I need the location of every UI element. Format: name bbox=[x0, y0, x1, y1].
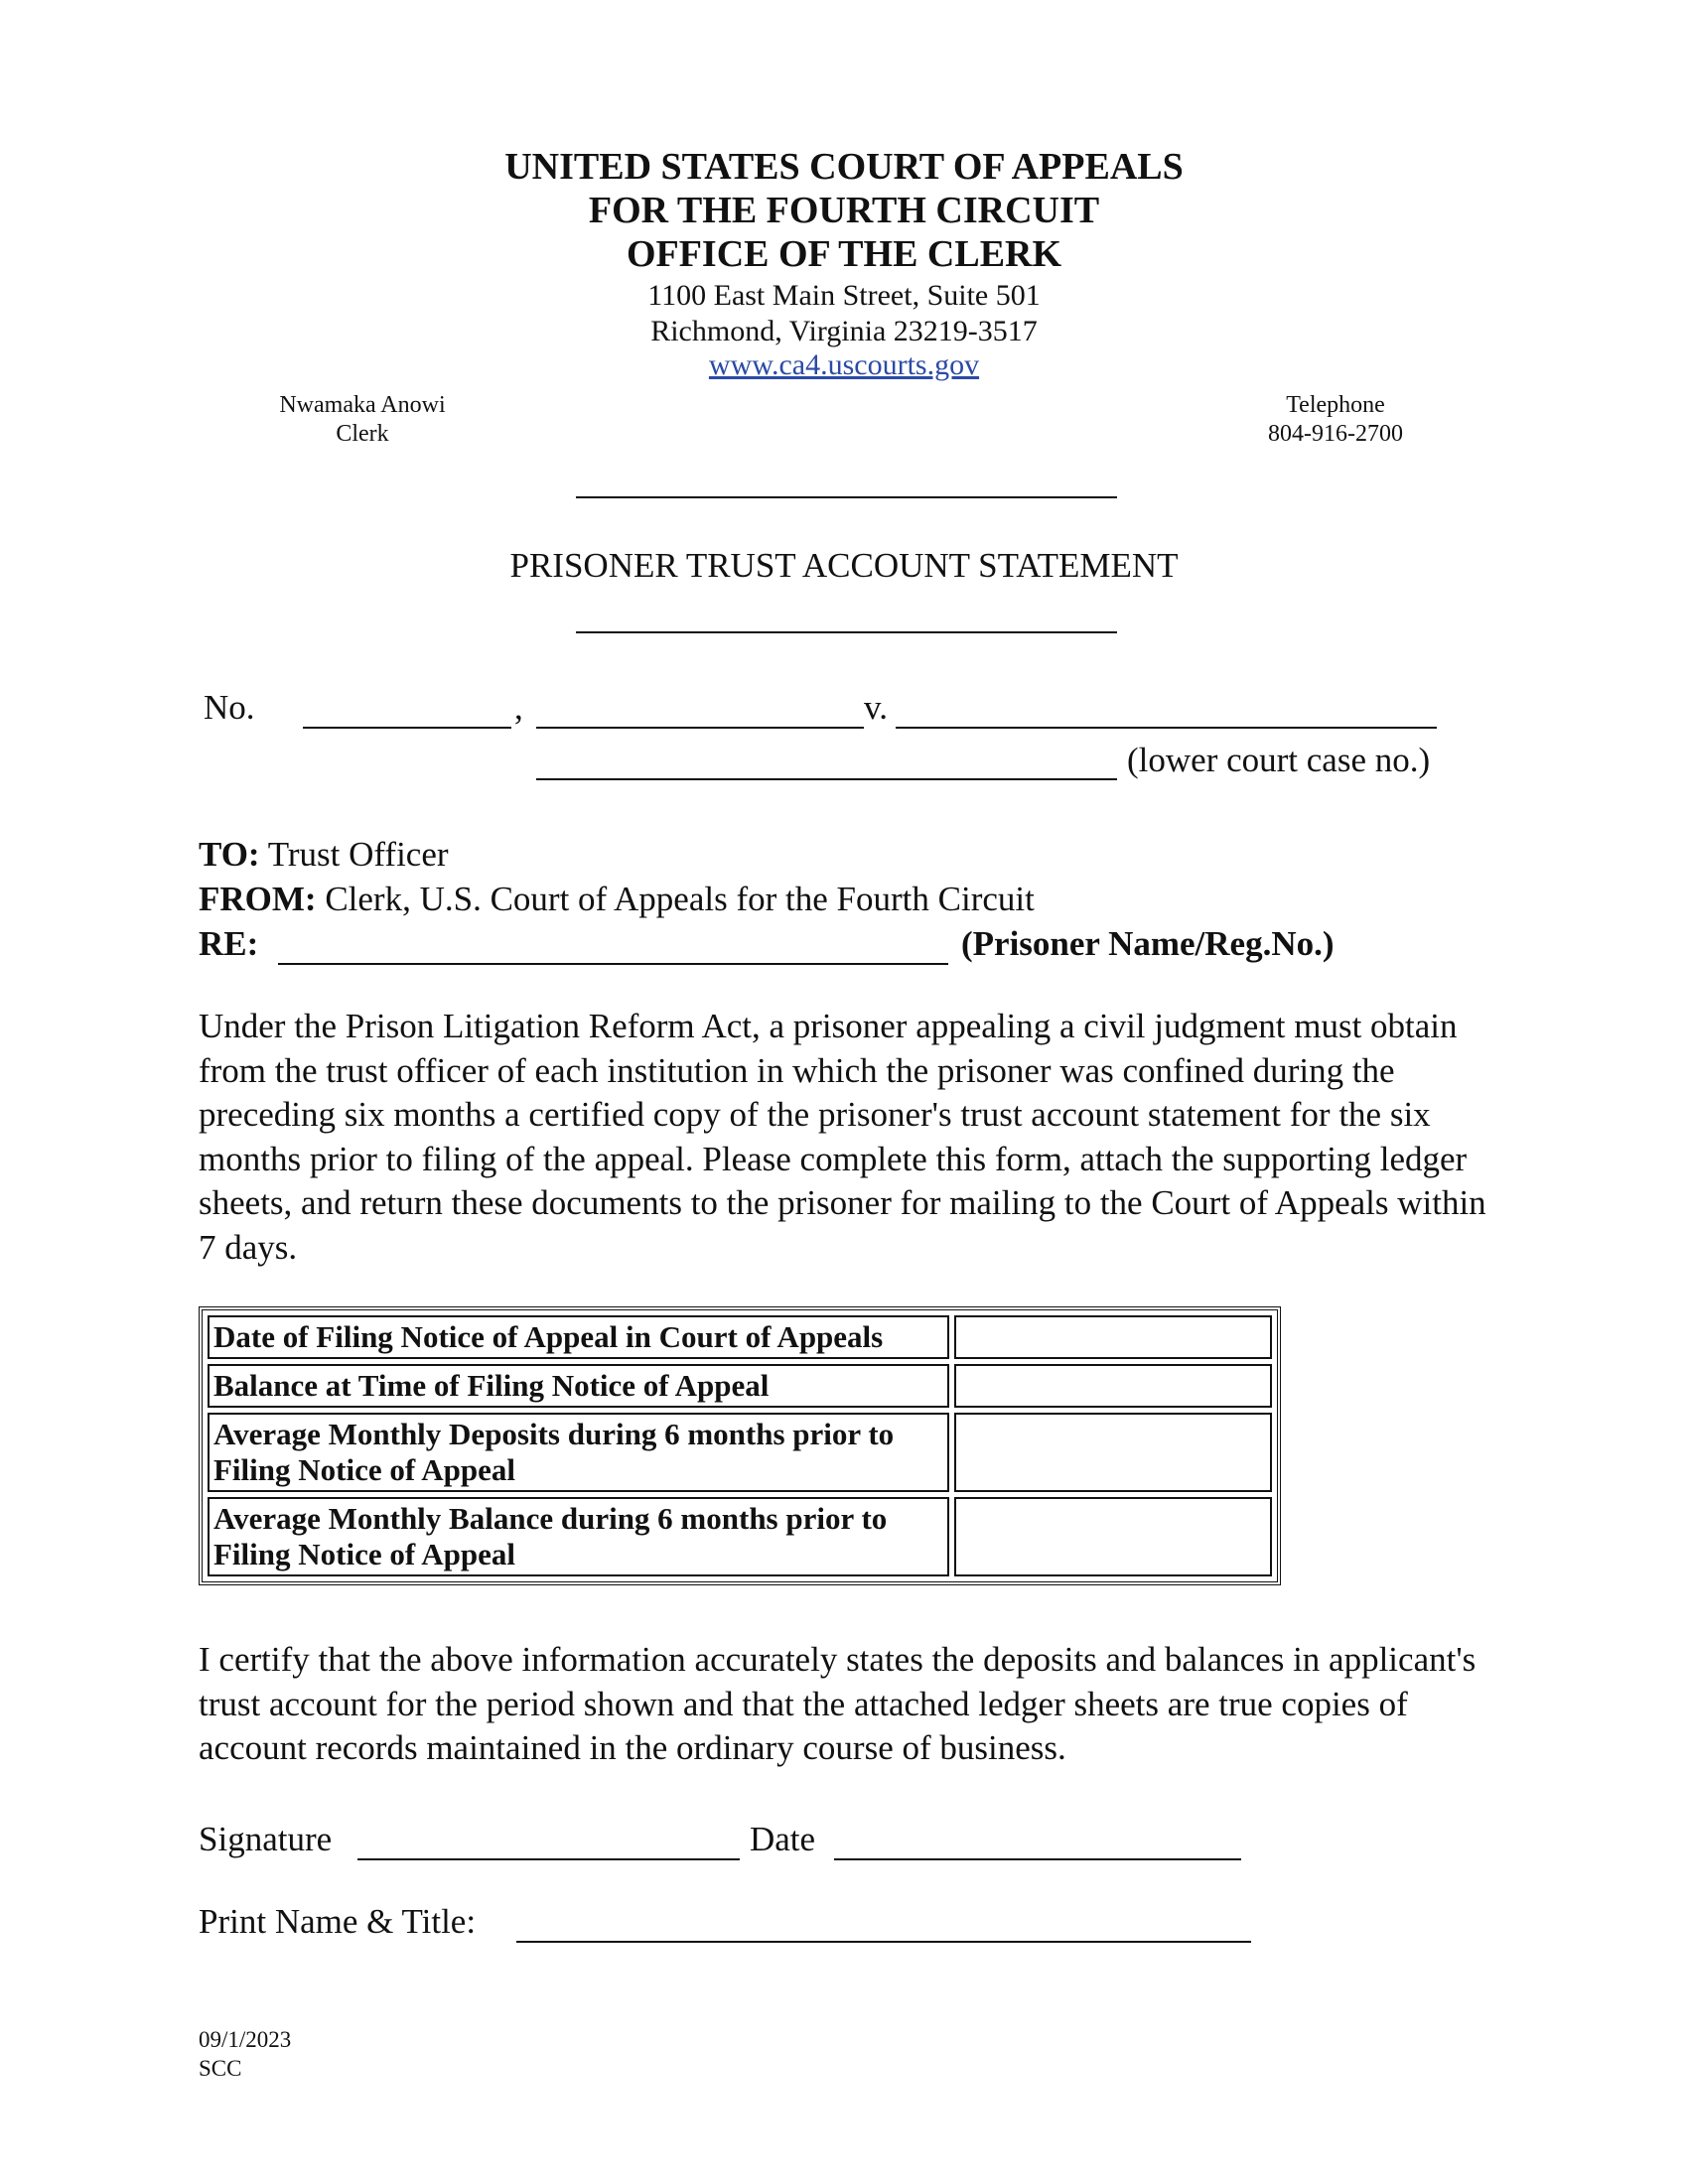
signature-field[interactable] bbox=[357, 1858, 740, 1860]
prisoner-name-field[interactable] bbox=[278, 963, 948, 965]
court-name-line1: UNITED STATES COURT OF APPEALS bbox=[504, 146, 1184, 188]
court-name-line2: FOR THE FOURTH CIRCUIT bbox=[588, 190, 1100, 231]
appellant-field[interactable] bbox=[536, 727, 864, 729]
clerk-name: Nwamaka Anowi bbox=[279, 392, 446, 418]
telephone-number: 804-916-2700 bbox=[1268, 421, 1403, 447]
form-code: SCC bbox=[199, 2056, 242, 2081]
case-number-field[interactable] bbox=[303, 727, 511, 729]
to-value: Trust Officer bbox=[267, 835, 449, 874]
form-title: PRISONER TRUST ACCOUNT STATEMENT bbox=[509, 546, 1179, 585]
date-label: Date bbox=[750, 1820, 816, 1858]
row-label-avg-balance: Average Monthly Balance during 6 months prior to Filing Notice of Appeal bbox=[208, 1497, 949, 1576]
filing-date-field[interactable] bbox=[954, 1315, 1272, 1359]
row-label-balance: Balance at Time of Filing Notice of Appeal bbox=[208, 1364, 949, 1408]
telephone-block bbox=[1221, 391, 1450, 449]
footer bbox=[199, 2025, 291, 2083]
row-label-avg-deposits: Average Monthly Deposits during 6 months prior to Filing Notice of Appeal bbox=[208, 1413, 949, 1492]
row-label-filing-date: Date of Filing Notice of Appeal in Court of Appeals bbox=[208, 1315, 949, 1359]
table-row bbox=[208, 1497, 1272, 1576]
balance-field[interactable] bbox=[954, 1364, 1272, 1408]
clerk-title: Clerk bbox=[336, 421, 389, 447]
revision-date: 09/1/2023 bbox=[199, 2027, 292, 2052]
print-name-label: Print Name & Title: bbox=[199, 1902, 477, 1941]
case-no-label: No. bbox=[204, 688, 255, 727]
signature-label: Signature bbox=[199, 1820, 333, 1858]
from-value: Clerk, U.S. Court of Appeals for the Fourth Circuit bbox=[325, 880, 1035, 918]
instructions-paragraph: Under the Prison Litigation Reform Act, a prisoner appealing a civil judgment must obtain from the trust officer of each institution in which the prisoner was confined during the preceding six months a certified copy of the prisoner's trust account statement for the six months prior to filing of the appeal. Please complete this form, attach the supporting ledger sheets, and return these documents to the prisoner for mailing to the Court of Appeals within 7 days. bbox=[199, 1007, 1486, 1267]
print-name-field[interactable] bbox=[516, 1941, 1251, 1943]
to-line bbox=[199, 832, 449, 877]
certification-paragraph: I certify that the above information accurately states the deposits and balances in applicant's trust account for the period shown and that the attached ledger sheets are true copies of account records maintained in the ordinary course of business. bbox=[199, 1640, 1477, 1767]
lower-court-case-field[interactable] bbox=[536, 778, 1117, 780]
title-rule-top bbox=[576, 496, 1117, 498]
date-field[interactable] bbox=[834, 1858, 1241, 1860]
avg-balance-field[interactable] bbox=[954, 1497, 1272, 1576]
versus-label: v. bbox=[864, 688, 888, 727]
address-line2: Richmond, Virginia 23219-3517 bbox=[650, 315, 1038, 347]
website-row bbox=[0, 348, 1688, 382]
office-name: OFFICE OF THE CLERK bbox=[626, 233, 1062, 275]
account-statement-table bbox=[199, 1306, 1281, 1585]
re-suffix: (Prisoner Name/Reg.No.) bbox=[961, 924, 1335, 963]
telephone-label: Telephone bbox=[1286, 392, 1385, 418]
re-label: RE: bbox=[199, 924, 259, 963]
comma: , bbox=[514, 688, 523, 727]
website-link[interactable]: www.ca4.uscourts.gov bbox=[708, 348, 980, 381]
from-line bbox=[199, 877, 1035, 921]
title-rule-bottom bbox=[576, 631, 1117, 633]
from-label: FROM: bbox=[199, 880, 317, 918]
table-row bbox=[208, 1413, 1272, 1492]
lower-court-label: (lower court case no.) bbox=[1127, 741, 1431, 779]
clerk-block bbox=[248, 391, 477, 449]
to-label: TO: bbox=[199, 835, 260, 874]
avg-deposits-field[interactable] bbox=[954, 1413, 1272, 1492]
address-line1: 1100 East Main Street, Suite 501 bbox=[647, 279, 1041, 312]
table-row bbox=[208, 1315, 1272, 1359]
appellee-field[interactable] bbox=[896, 727, 1437, 729]
table-row bbox=[208, 1364, 1272, 1408]
